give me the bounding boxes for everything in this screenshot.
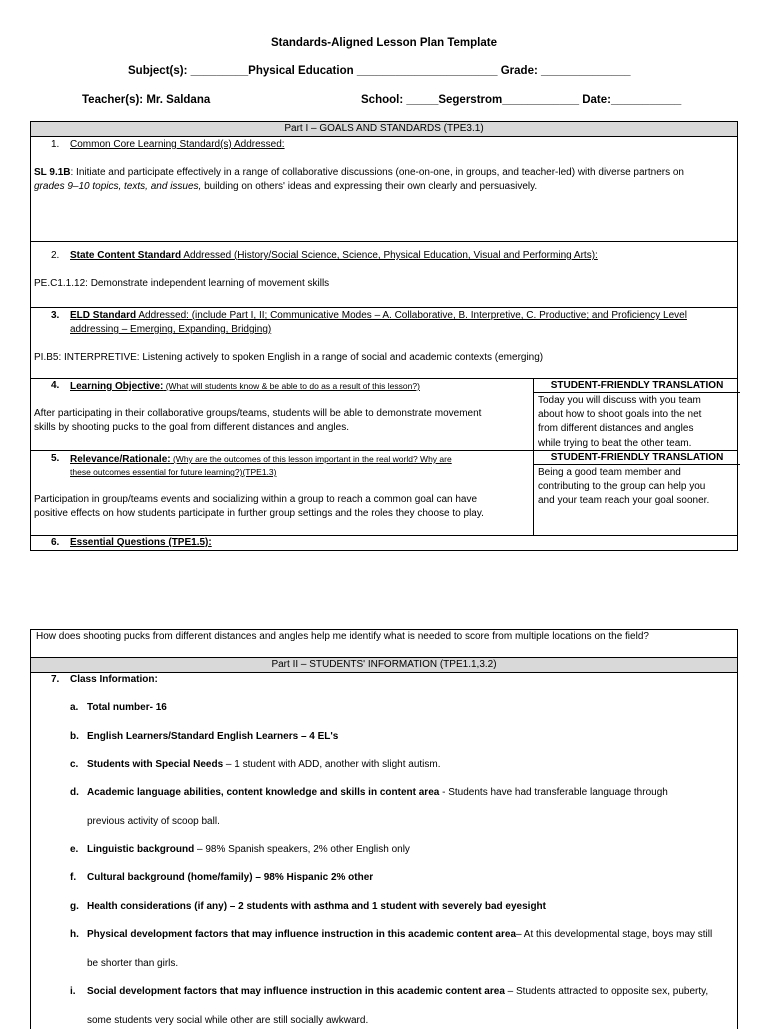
class-info-item: a. Total number- 16 bbox=[70, 702, 167, 713]
s4-heading-small: (What will students know & be able to do as a result of this lesson?) bbox=[163, 381, 420, 391]
class-info-item: b. English Learners/Standard English Learners – 4 EL's bbox=[70, 731, 339, 742]
class-info-number: 7. bbox=[51, 674, 60, 685]
s2-heading bbox=[70, 249, 598, 263]
s5-number: 5. bbox=[51, 453, 60, 464]
s4-translation-body bbox=[534, 393, 740, 452]
s2-heading-rest: Addressed (History/Social Science, Science, Physical Education, Visual and Performing Arts): bbox=[181, 250, 598, 261]
s3-heading-line1 bbox=[70, 309, 687, 323]
s4-text2: skills by shooting pucks to the goal from different distances and angles. bbox=[34, 422, 349, 433]
class-info-continuation: some students very social while other are still socially awkward. bbox=[87, 1015, 369, 1026]
s5-translation-line: and your team reach your goal sooner. bbox=[538, 495, 710, 507]
class-info-item: h. Physical development factors that may influence instruction in this academic content area– At this developmental stage, boys may still bbox=[70, 929, 713, 940]
s5-heading-tag: (TPE1.3) bbox=[242, 467, 277, 477]
part1-title: Part I – GOALS AND STANDARDS (TPE3.1) bbox=[31, 122, 737, 137]
subject-line: Subject(s): _________Physical Education ______________________ Grade: ______________ bbox=[128, 65, 631, 77]
s4-translation-cell bbox=[533, 379, 740, 450]
s5-translation-line: contributing to the group can help you bbox=[538, 481, 706, 493]
s5-heading-small2: these outcomes essential for future learning?) bbox=[70, 467, 243, 477]
document-title: Standards-Aligned Lesson Plan Template bbox=[271, 37, 497, 49]
s5-heading-small1: (Why are the outcomes of this lesson important in the real world? Why are bbox=[170, 454, 452, 464]
section-eld bbox=[31, 308, 737, 379]
section-essential-questions bbox=[31, 536, 737, 551]
s4-heading-bold: Learning Objective: bbox=[70, 381, 164, 392]
s5-heading-line2 bbox=[70, 465, 276, 480]
s1-heading: Common Core Learning Standard(s) Addressed: bbox=[70, 139, 285, 150]
s1-text-line2 bbox=[34, 180, 537, 194]
s5-translation-head: STUDENT-FRIENDLY TRANSLATION bbox=[534, 451, 740, 465]
part2-table bbox=[30, 629, 738, 1029]
part1-table bbox=[30, 121, 738, 551]
essential-question-text: How does shooting pucks from different distances and angles help me identify what is needed to score from multiple locations on the field? bbox=[36, 631, 649, 642]
class-info-item: g. Health considerations (if any) – 2 students with asthma and 1 student with severely bad eyesight bbox=[70, 901, 546, 912]
s4-translation-line: while trying to beat the other team. bbox=[538, 437, 692, 449]
s5-heading-bold: Relevance/Rationale: bbox=[70, 454, 171, 465]
class-info-item: i. Social development factors that may influence instruction in this academic content area – Students attracted to opposite sex, puberty, bbox=[70, 986, 709, 997]
class-info-item: f. Cultural background (home/family) – 98% Hispanic 2% other bbox=[70, 872, 374, 883]
s1-number: 1. bbox=[51, 139, 60, 150]
s4-translation-line: about how to shoot goals into the net bbox=[538, 409, 702, 421]
s1-text2-italic: grades 9–10 topics, texts, and issues, bbox=[34, 181, 202, 192]
section-learning-objective bbox=[31, 379, 737, 451]
s6-number: 6. bbox=[51, 537, 60, 548]
class-info-item: c. Students with Special Needs – 1 student with ADD, another with slight autism. bbox=[70, 759, 441, 770]
s5-translation-cell bbox=[533, 451, 740, 535]
s3-heading-bold: ELD Standard bbox=[70, 310, 137, 321]
s2-number: 2. bbox=[51, 250, 60, 261]
s1-text-line1 bbox=[34, 166, 684, 180]
s4-translation-line: from different distances and angles bbox=[538, 423, 694, 435]
class-info-continuation: be shorter than girls. bbox=[87, 958, 179, 969]
essential-question-cell bbox=[31, 630, 737, 658]
class-info-item: e. Linguistic background – 98% Spanish speakers, 2% other English only bbox=[70, 844, 410, 855]
section-state-content bbox=[31, 242, 737, 308]
s3-number: 3. bbox=[51, 310, 60, 321]
s3-heading-line2: addressing – Emerging, Expanding, Bridging) bbox=[70, 324, 272, 335]
s3-heading-rest1: Addressed: (include Part I, II; Communicative Modes – A. Collaborative, B. Interpretive, C. Productive; and Proficiency Level bbox=[136, 310, 687, 321]
s3-text: PI.B5: INTERPRETIVE: Listening actively to spoken English in a range of social and academic contexts (emerging) bbox=[34, 352, 544, 363]
s1-text2-rest: building on others' ideas and expressing their own clearly and persuasively. bbox=[201, 181, 538, 192]
s4-text1: After participating in their collaborative groups/teams, students will be able to demonstrate movement bbox=[34, 408, 482, 419]
class-info-label: Class Information: bbox=[70, 674, 158, 685]
s5-text1: Participation in group/teams events and socializing within a group to reach a common goal can have bbox=[34, 494, 478, 505]
s5-translation-body bbox=[534, 465, 740, 510]
s5-translation-line: Being a good team member and bbox=[538, 467, 681, 478]
s4-translation-head: STUDENT-FRIENDLY TRANSLATION bbox=[534, 379, 740, 393]
class-info-item: d. Academic language abilities, content knowledge and skills in content area - Students have had transferable language through bbox=[70, 787, 668, 798]
s6-heading: Essential Questions (TPE1.5): bbox=[70, 537, 212, 548]
s4-translation-line: Today you will discuss with you team bbox=[538, 395, 701, 406]
teacher-line: Teacher(s): Mr. Saldana bbox=[82, 94, 211, 106]
school-line: School: _____Segerstrom____________ Date:___________ bbox=[361, 94, 682, 106]
section-common-core bbox=[31, 137, 737, 242]
s2-heading-bold: State Content Standard bbox=[70, 250, 182, 261]
part2-title: Part II – STUDENTS' INFORMATION (TPE1.1,3.2) bbox=[31, 658, 737, 673]
class-info-continuation: previous activity of scoop ball. bbox=[87, 816, 220, 827]
s2-text: PE.C1.1.12: Demonstrate independent learning of movement skills bbox=[34, 278, 330, 289]
s4-heading bbox=[70, 379, 420, 394]
s1-code: SL 9.1B bbox=[34, 167, 71, 178]
s5-text2: positive effects on how students participate in further group settings and the roles they choose to play. bbox=[34, 508, 484, 519]
s1-text1: : Initiate and participate effectively in a range of collaborative discussions (one-on-one, in groups, and teacher-led) with diverse partners on bbox=[70, 167, 684, 178]
s4-number: 4. bbox=[51, 380, 60, 391]
section-relevance bbox=[31, 451, 737, 536]
